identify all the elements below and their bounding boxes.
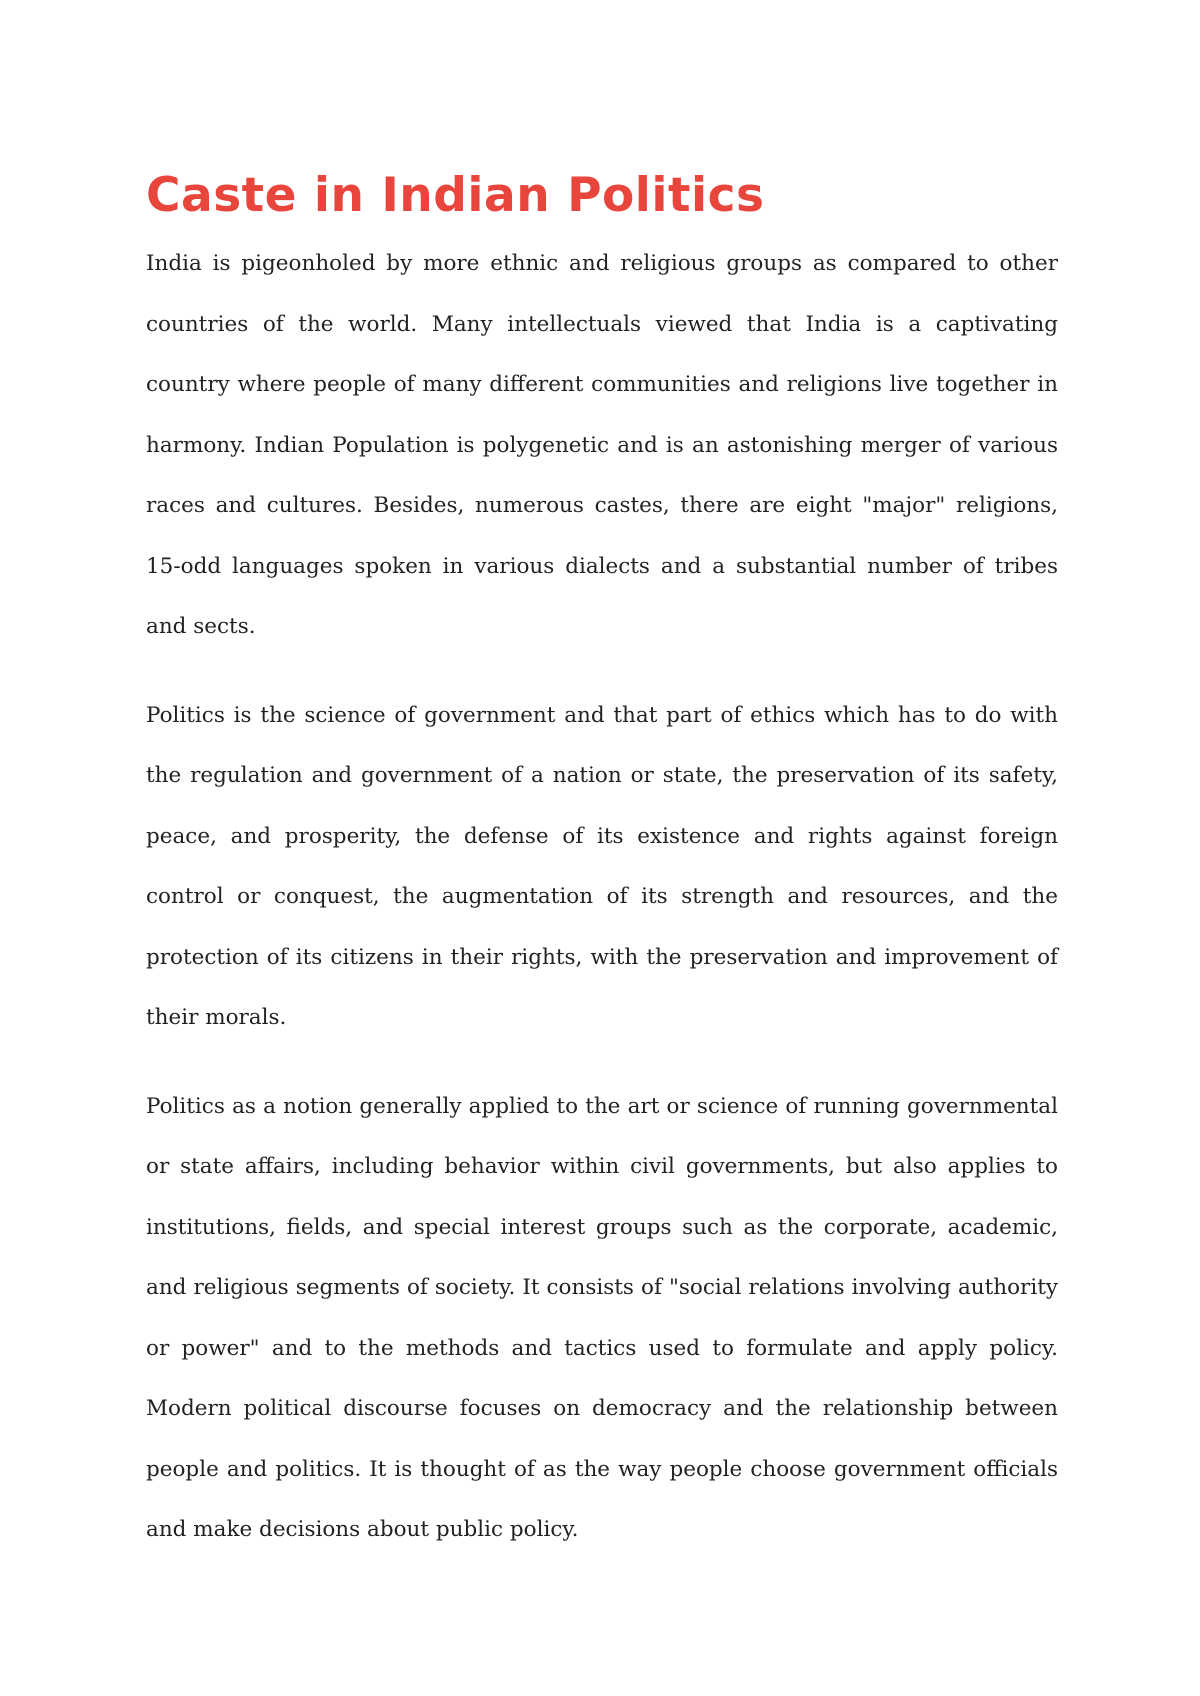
paragraph-1: India is pigeonholed by more ethnic and religious groups as compared to other countries of the world. Many intellectuals viewed that India is a captivating country where people of many different communities and religions live together in harmony. Indian Population is polygenetic and is an astonishing merger of various races and cultures. Besides, numerous castes, there are eight "major" religions, 15-odd languages spoken in various dialects and a substantial number of tribes and sects.: [146, 251, 1058, 639]
document-title: Caste in Indian Politics: [146, 168, 765, 223]
document-body: [146, 168, 1058, 1589]
paragraph-3: Politics as a notion generally applied to the art or science of running governmental or state affairs, including behavior within civil governments, but also applies to institutions, fields, and special interest groups such as the corporate, academic, and religious segments of society. It consists of "social relations involving authority or power" and to the methods and tactics used to formulate and apply policy. Modern political discourse focuses on democracy and the relationship between people and politics. It is thought of as the way people choose government officials and make decisions about public policy.: [146, 1093, 1058, 1542]
paragraph-2: Politics is the science of government and that part of ethics which has to do with the regulation and government of a nation or state, the preservation of its safety, peace, and prosperity, the defense of its existence and rights against foreign control or conquest, the augmentation of its strength and resources, and the protection of its citizens in their rights, with the preservation and improvement of their morals.: [146, 702, 1058, 1030]
